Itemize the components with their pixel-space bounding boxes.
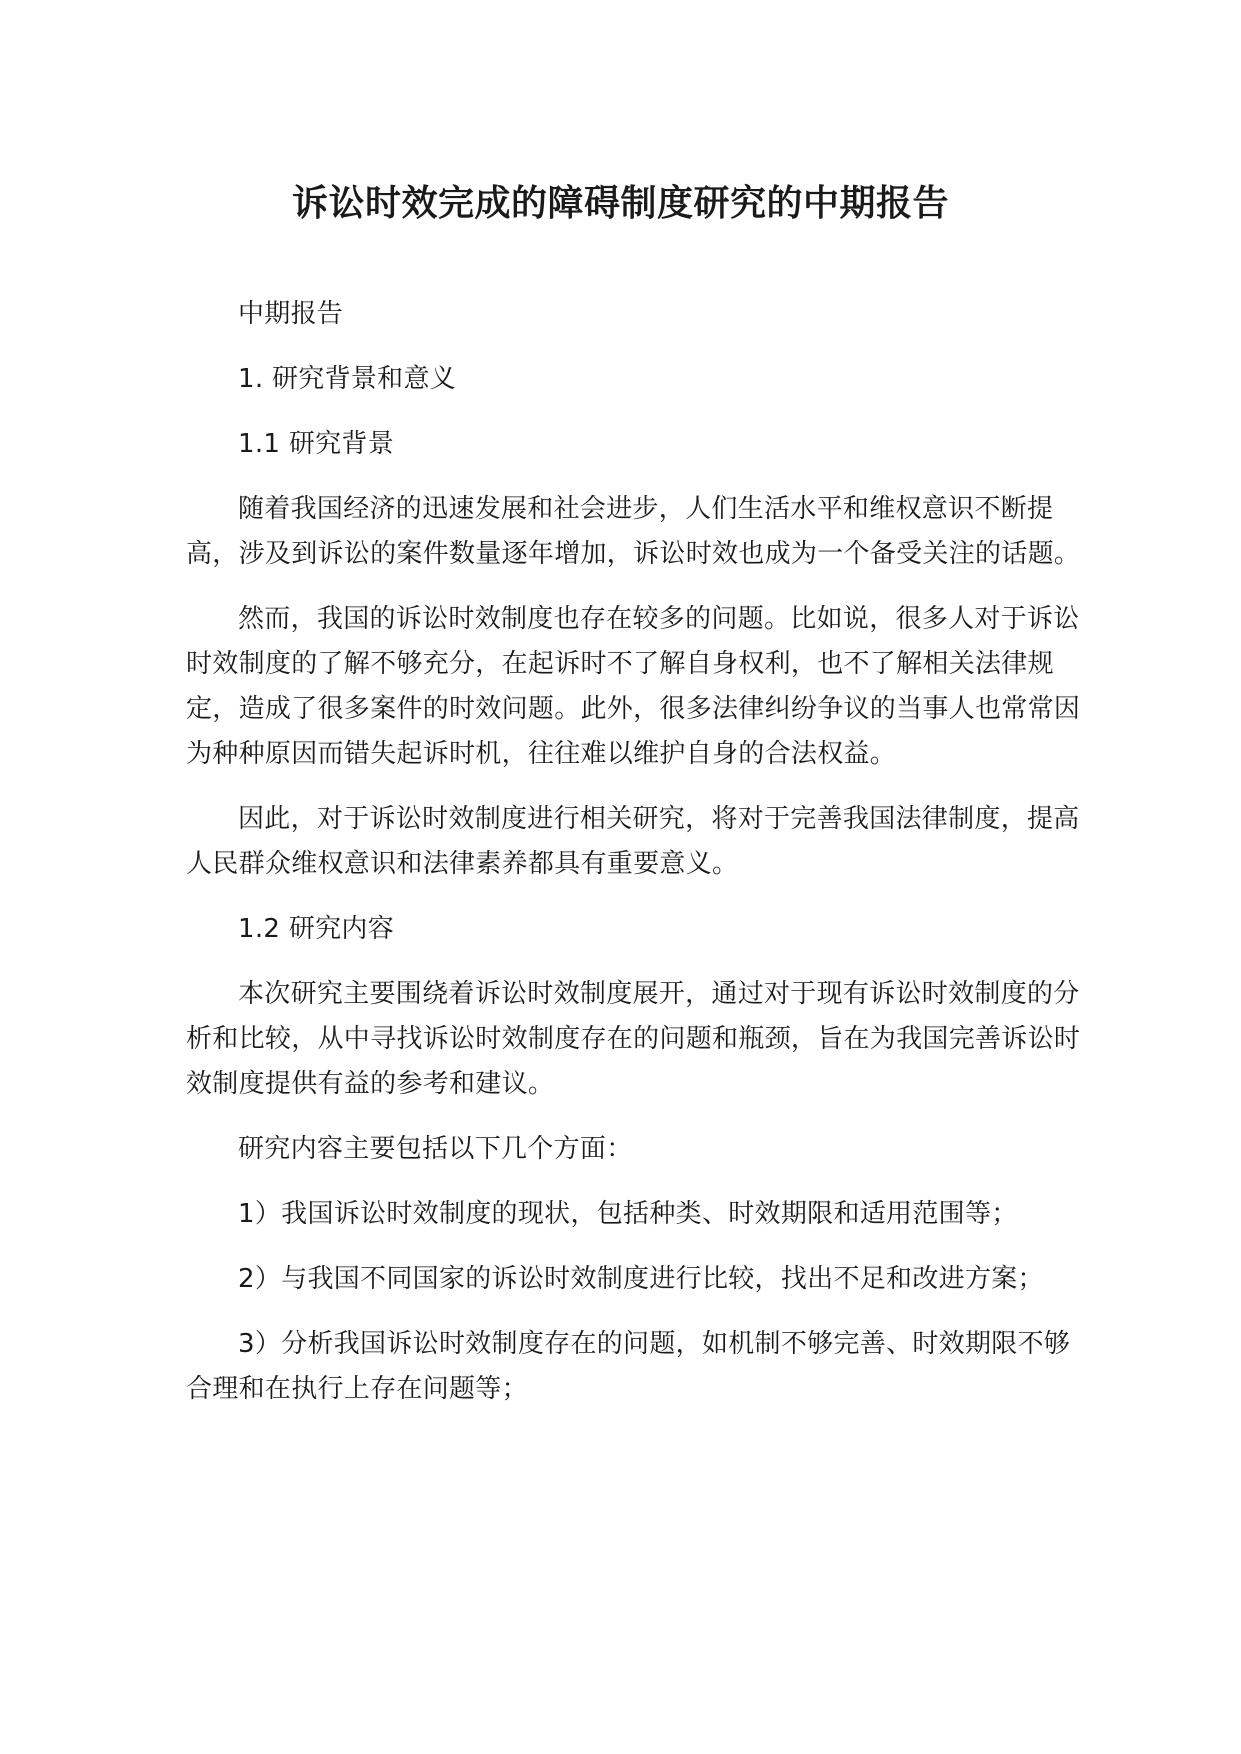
list-item: 2）与我国不同国家的诉讼时效制度进行比较，找出不足和改进方案； bbox=[238, 1264, 1044, 1294]
heading-1-2: 1.2 研究内容 bbox=[238, 914, 395, 944]
heading-1-1: 1.1 研究背景 bbox=[238, 429, 395, 459]
body-paragraph: 本次研究主要围绕着诉讼时效制度展开，通过对于现有诉讼时效制度的分析和比较，从中寻找诉讼时效制度存在的问题和瓶颈，旨在为我国完善诉讼时效制度提供有益的参考和建议。 bbox=[186, 979, 1081, 1099]
body-paragraph: 因此，对于诉讼时效制度进行相关研究，将对于完善我国法律制度，提高人民群众维权意识和法律素养都具有重要意义。 bbox=[186, 804, 1080, 879]
document-title: 诉讼时效完成的障碍制度研究的中期报告 bbox=[291, 183, 949, 224]
list-item: 3）分析我国诉讼时效制度存在的问题，如机制不够完善、时效期限不够合理和在执行上存在问题等； bbox=[186, 1329, 1071, 1404]
body-paragraph: 研究内容主要包括以下几个方面： bbox=[238, 1134, 633, 1164]
document-body bbox=[186, 292, 1086, 1432]
list-item: 1）我国诉讼时效制度的现状，包括种类、时效期限和适用范围等； bbox=[238, 1199, 1018, 1229]
heading-1: 1. 研究背景和意义 bbox=[238, 364, 457, 394]
body-paragraph: 然而，我国的诉讼时效制度也存在较多的问题。比如说，很多人对于诉讼时效制度的了解不够充分，在起诉时不了解自身权利，也不了解相关法律规定，造成了很多案件的时效问题。此外，很多法律纠纷争议的当事人也常常因为种种原因而错失起诉时机，往往难以维护自身的合法权益。 bbox=[186, 604, 1081, 769]
section-label: 中期报告 bbox=[238, 299, 344, 329]
body-paragraph: 随着我国经济的迅速发展和社会进步，人们生活水平和维权意识不断提高，涉及到诉讼的案件数量逐年增加，诉讼时效也成为一个备受关注的话题。 bbox=[186, 494, 1081, 569]
